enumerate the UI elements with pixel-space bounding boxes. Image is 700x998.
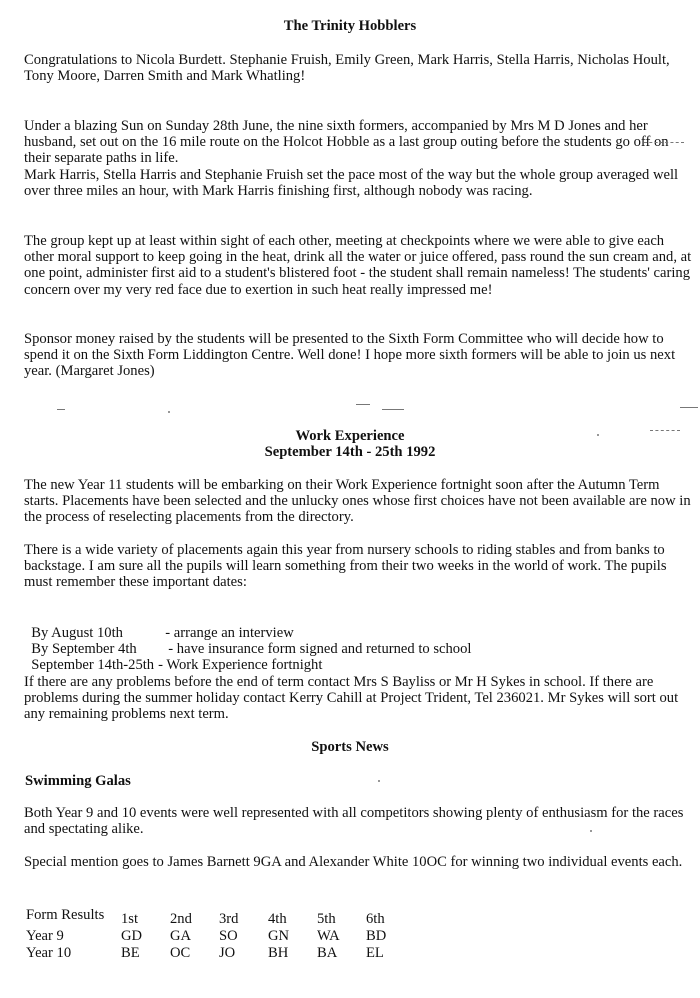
scan-mark <box>356 404 370 405</box>
work-experience-dates: September 14th - 25th 1992 <box>264 444 436 460</box>
column-header: 4th <box>268 911 287 927</box>
swimming-galas-subtitle: Swimming Galas <box>25 773 131 789</box>
sports-news-title: Sports News <box>311 739 389 755</box>
result-cell: OC <box>170 945 191 961</box>
column-header: 6th <box>366 911 385 927</box>
swimming-galas-paragraph: Both Year 9 and 10 events were well represented with all competitors showing plenty of enthusiasm for the races and spectating alike. <box>24 805 684 838</box>
result-cell: EL <box>366 945 384 961</box>
year-label: Year 9 <box>26 928 64 944</box>
date-what: - arrange an interview <box>165 625 294 642</box>
year-label: Year 10 <box>26 945 72 961</box>
result-cell: SO <box>219 928 238 944</box>
hobblers-group-paragraph: The group kept up at least within sight of each other, meeting at checkpoints where we were able to give each other moral support to keep going in the heat, drink all the water or juice offered, pass round the sun cream and, at one point, administer first aid to a student's blistered foot - the student shall remain nameless! The students' caring concern over my very red face due to exertion in such heat really impressed me! <box>24 233 692 298</box>
important-date-row <box>24 641 322 673</box>
result-cell: GA <box>170 928 192 944</box>
form-results-label: Form Results <box>26 906 105 923</box>
date-when: September 14th-25th <box>31 657 155 674</box>
special-mention-paragraph: Special mention goes to James Barnett 9GA and Alexander White 10OC for winning two individual events each. <box>24 854 683 870</box>
hobblers-congratulations: Congratulations to Nicola Burdett. Stephanie Fruish, Emily Green, Mark Harris, Stella Harris, Nicholas Hoult, Tony Moore, Darren Smith and Mark Whatling! <box>24 52 670 85</box>
work-experience-title: Work Experience <box>295 428 405 444</box>
result-cell: BD <box>366 928 387 944</box>
scan-mark <box>680 407 698 408</box>
result-cell: BE <box>121 945 140 961</box>
column-header: 1st <box>121 911 139 927</box>
date-what: - have insurance form signed and returned to school <box>168 641 472 658</box>
scan-mark <box>57 409 65 410</box>
table-row <box>26 928 415 945</box>
form-results-table <box>26 902 415 962</box>
result-cell: BH <box>268 945 289 961</box>
date-when: By August 10th <box>31 625 123 642</box>
column-header: 5th <box>317 911 336 927</box>
result-cell: GD <box>121 928 143 944</box>
hobblers-title: The Trinity Hobblers <box>283 18 417 34</box>
scan-mark <box>382 409 404 410</box>
result-cell: JO <box>219 945 236 961</box>
result-cell: GN <box>268 928 290 944</box>
result-cell: WA <box>317 928 340 944</box>
hobblers-route-paragraph: Under a blazing Sun on Sunday 28th June, the nine sixth formers, accompanied by Mrs M D Jones and her husband, set out on the 16 mile route on the Holcot Hobble as a last group outing before the students go off on their separate paths in life. <box>24 118 669 167</box>
table-row <box>26 945 415 962</box>
hobblers-pace-paragraph: Mark Harris, Stella Harris and Stephanie Fruish set the pace most of the way but the whole group averaged well over three miles an hour, with Mark Harris finishing first, although nobody was racing. <box>24 167 679 200</box>
scan-speck <box>378 780 380 782</box>
form-results-header-row <box>26 902 415 928</box>
work-experience-intro: The new Year 11 students will be embarking on their Work Experience fortnight soon after the Autumn Term starts. Placements have been selected and the unlucky ones whose first choices have not been available are now in the process of reselecting placements from the directory. <box>24 477 691 526</box>
date-when: By September 4th <box>31 641 137 658</box>
hobblers-sponsor-paragraph: Sponsor money raised by the students will be presented to the Sixth Form Committee who will decide how to spend it on the Sixth Form Liddington Centre. Well done! I hope more sixth formers will be able to join us next year. (Margaret Jones) <box>24 331 676 380</box>
scan-speck <box>168 411 170 413</box>
column-header: 2nd <box>170 911 192 927</box>
date-what: - Work Experience fortnight <box>158 657 323 674</box>
work-experience-contact: If there are any problems before the end of term contact Mrs S Bayliss or Mr H Sykes in school. If there are problems during the summer holiday contact Kerry Cahill at Project Trident, Tel 236021. Mr Sykes will sort out any remaining problems next term. <box>24 674 679 723</box>
work-experience-variety: There is a wide variety of placements again this year from nursery schools to riding stables and from banks to backstage. I am sure all the pupils will learn something from their two weeks in the world of work. The pupils must remember these important dates: <box>24 542 667 591</box>
scan-mark <box>644 142 684 143</box>
result-cell: BA <box>317 945 338 961</box>
column-header: 3rd <box>219 911 239 927</box>
